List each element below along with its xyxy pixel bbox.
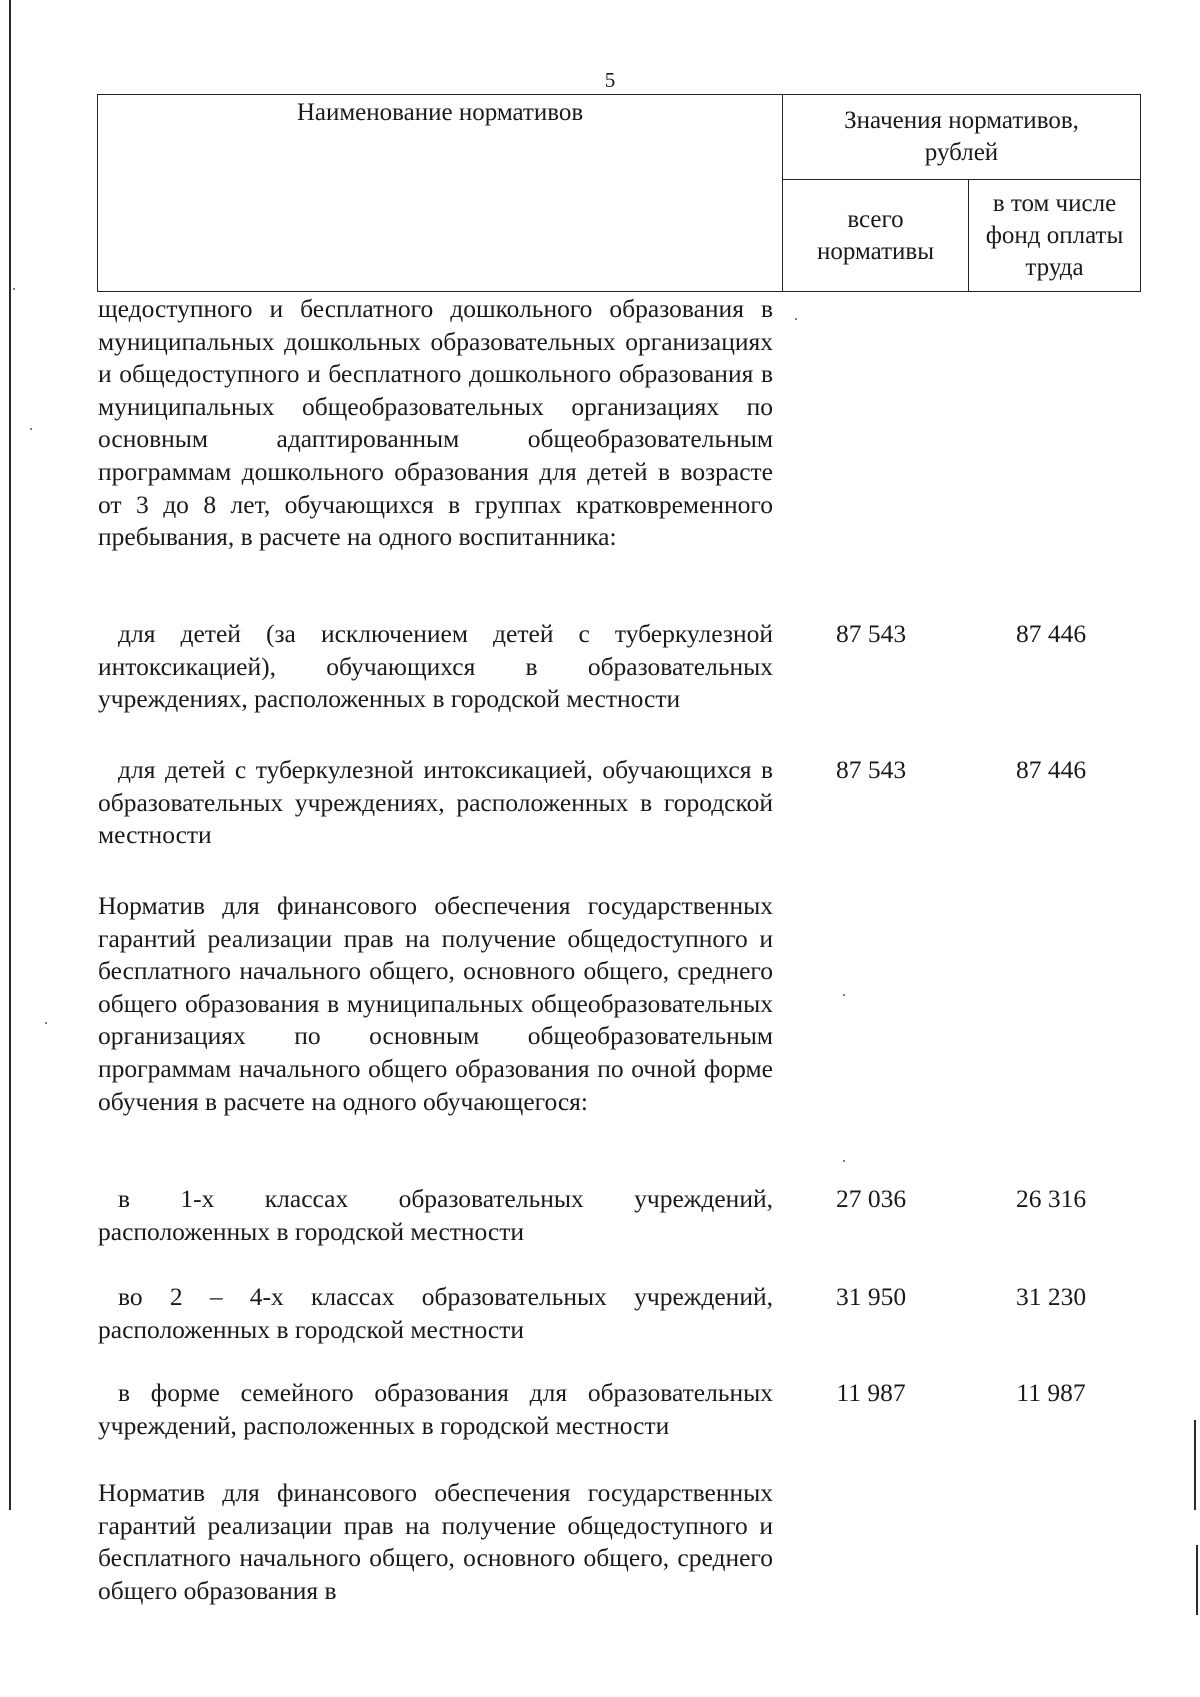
row-payroll-value: 26 316 — [1015, 1184, 1087, 1213]
row-text: в 1-х классах образовательных учреждений, расположенных в городской местности — [98, 1184, 773, 1246]
row-text: в форме семейного образования для образовательных учреждений, расположенных в городской местности — [98, 1378, 773, 1440]
scan-edge-line-right — [1196, 1545, 1198, 1615]
scan-edge-line-right — [1194, 1420, 1196, 1510]
scan-speck — [13, 288, 15, 290]
row-payroll-value: 31 230 — [1015, 1282, 1087, 1311]
row-total-value: 87 543 — [835, 619, 907, 648]
header-payroll-column: в том числе фонд оплаты труда — [969, 180, 1141, 292]
scan-speck — [795, 318, 797, 320]
header-name-column: Наименование нормативов — [98, 95, 783, 292]
row-total-value: 11 987 — [836, 1378, 906, 1407]
row-total-value: 87 543 — [835, 755, 907, 784]
row-total-value: 27 036 — [835, 1184, 907, 1213]
page-number: 5 — [604, 68, 616, 92]
section-paragraph: Норматив для финансового обеспечения государственных гарантий реализации прав на получение общедоступного и бесплатного начального общего, основного общего, среднего общего образования в — [98, 1478, 773, 1605]
scan-edge-line — [9, 0, 11, 1510]
row-total-value: 31 950 — [835, 1282, 907, 1311]
scan-speck — [843, 994, 845, 996]
row-text: во 2 – 4-х классах образовательных учреждений, расположенных в городской местности — [98, 1282, 773, 1344]
header-total-column: всего нормативы — [783, 180, 969, 292]
table-header — [97, 94, 1141, 292]
header-values-group: Значения нормативов, рублей — [783, 95, 1141, 180]
section-paragraph: Норматив для финансового обеспечения государственных гарантий реализации прав на получение общедоступного и бесплатного начального общего, основного общего, среднего общего образования в муниципальных общеобразовательных организациях по основным общеобразовательным программам начального общего образования по очной форме обучения в расчете на одного обучающегося: — [98, 891, 773, 1116]
row-payroll-value: 87 446 — [1015, 755, 1087, 784]
row-payroll-value: 11 987 — [1016, 1378, 1086, 1407]
scan-speck — [45, 1022, 47, 1024]
scan-speck — [30, 428, 32, 430]
row-text: для детей с туберкулезной интоксикацией, обучающихся в образовательных учреждениях, расположенных в городской местности — [98, 755, 773, 850]
row-text: для детей (за исключением детей с туберкулезной интоксикацией), обучающихся в образовательных учреждениях, расположенных в городской местности — [98, 619, 773, 714]
row-payroll-value: 87 446 — [1015, 619, 1087, 648]
scan-speck — [843, 1160, 845, 1162]
intro-paragraph: щедоступного и бесплатного дошкольного образования в муниципальных дошкольных образовательных организациях и общедоступного и бесплатного дошкольного образования в муниципальных общеобразовательных организациях по основным адаптированным общеобразовательным программам дошкольного образования для детей в возрасте от 3 до 8 лет, обучающихся в группах кратковременного пребывания, в расчете на одного воспитанника: — [98, 294, 773, 552]
